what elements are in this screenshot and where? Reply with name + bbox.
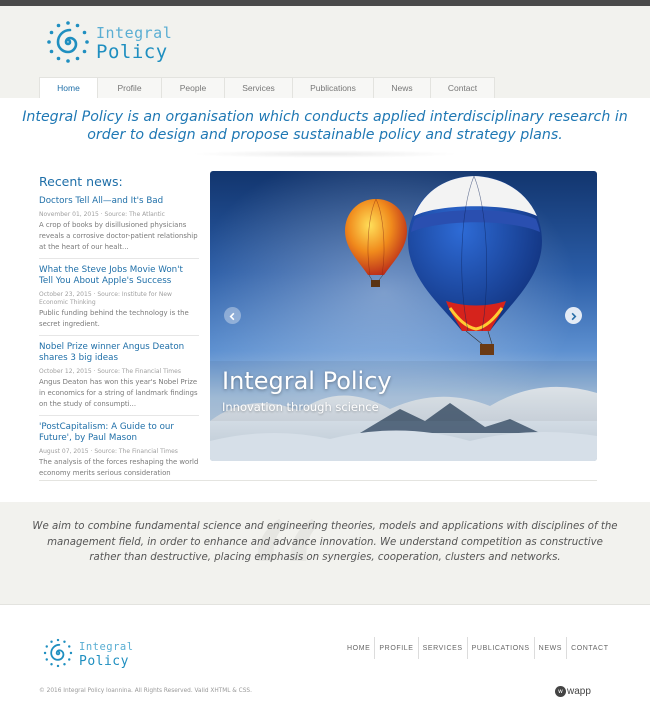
news-item [39, 265, 199, 336]
news-title-link[interactable]: 'PostCapitalism: A Guide to our Future', by Paul Mason [39, 421, 174, 443]
quote-mark-icon: “ [240, 488, 327, 686]
footer-nav-services[interactable]: SERVICES [418, 637, 467, 659]
copyright-text: © 2016 Integral Policy Ioannina. All Rights Reserved. Valid XHTML & CSS. [39, 688, 252, 694]
content-divider [39, 480, 597, 481]
footer-logo[interactable] [43, 638, 134, 672]
footer-nav-contact[interactable]: CONTACT [566, 637, 613, 659]
news-title-link[interactable]: Nobel Prize winner Angus Deaton shares 3 big ideas [39, 341, 185, 363]
balloon-scene-image [210, 171, 597, 461]
footer-logo-line2: Policy [79, 653, 129, 669]
nav-people[interactable]: People [161, 77, 225, 98]
chevron-left-icon [228, 306, 237, 325]
main-nav [39, 77, 494, 98]
tagline-shadow [190, 150, 460, 158]
news-meta: October 23, 2015 · Source: Institute for New Economic Thinking [39, 290, 172, 306]
logo-line1: Integral [96, 24, 173, 42]
nav-news[interactable]: News [373, 77, 431, 98]
nav-publications[interactable]: Publications [292, 77, 374, 98]
nav-home[interactable]: Home [39, 77, 98, 98]
footer-logo-line1: Integral [79, 641, 134, 654]
news-item [39, 342, 199, 416]
site-tagline: Integral Policy is an organisation which conducts applied interdisciplinary research in order to design and propose sustainable policy and strategy plans. [22, 109, 628, 143]
footer-nav-home[interactable]: HOME [347, 644, 371, 652]
recent-news-heading: Recent news: [39, 174, 123, 189]
slider-next-button[interactable] [565, 307, 582, 324]
hero-slider[interactable] [210, 171, 597, 461]
wapp-brand-link[interactable] [555, 686, 591, 697]
news-excerpt: Public funding behind the technology is the secret ingredient. [39, 308, 189, 328]
wapp-logo-icon: w [555, 686, 566, 697]
mission-quote-text: We aim to combine fundamental science and engineering theories, models and applications with disciplines of the management field, in order to enhance and advance innovation. We understand competition as constructive rather than destructive, placing emphasis on synergies, cooperation, clusters and networks. [32, 521, 618, 563]
nav-contact[interactable]: Contact [430, 77, 495, 98]
news-meta: August 07, 2015 · Source: The Financial Times [39, 447, 178, 455]
logo-line2: Policy [96, 41, 168, 63]
slide-title: Integral Policy [222, 367, 392, 395]
news-title-link[interactable]: Doctors Tell All—and It's Bad [39, 196, 164, 206]
nav-services[interactable]: Services [224, 77, 293, 98]
footer-nav-news[interactable]: NEWS [534, 637, 566, 659]
spiral-logo-icon [43, 638, 73, 672]
chevron-right-icon [569, 306, 578, 325]
news-excerpt: A crop of books by disillusioned physicians reveals a corrosive doctor-patient relationship at the heart of our healt... [39, 220, 198, 251]
site-logo[interactable] [46, 20, 172, 68]
wapp-brand-text: wapp [567, 686, 591, 697]
spiral-logo-icon [46, 20, 90, 68]
news-meta: November 01, 2015 · Source: The Atlantic [39, 210, 165, 218]
news-excerpt: Angus Deaton has won this year's Nobel Prize in economics for a string of landmark findings on the study of consumpti... [39, 377, 198, 408]
slide-subtitle: Innovation through science [222, 400, 379, 414]
news-item [39, 196, 199, 259]
news-title-link[interactable]: What the Steve Jobs Movie Won't Tell You About Apple's Success [39, 264, 183, 286]
nav-profile[interactable]: Profile [97, 77, 162, 98]
news-item [39, 422, 199, 484]
footer-nav [343, 637, 613, 659]
news-excerpt: The analysis of the forces reshaping the world economy merits serious consideration [39, 457, 199, 477]
news-meta: October 12, 2015 · Source: The Financial Times [39, 367, 181, 375]
footer-nav-profile[interactable]: PROFILE [374, 637, 417, 659]
footer-nav-publications[interactable]: PUBLICATIONS [467, 637, 534, 659]
recent-news-list [39, 196, 199, 490]
slider-prev-button[interactable] [224, 307, 241, 324]
